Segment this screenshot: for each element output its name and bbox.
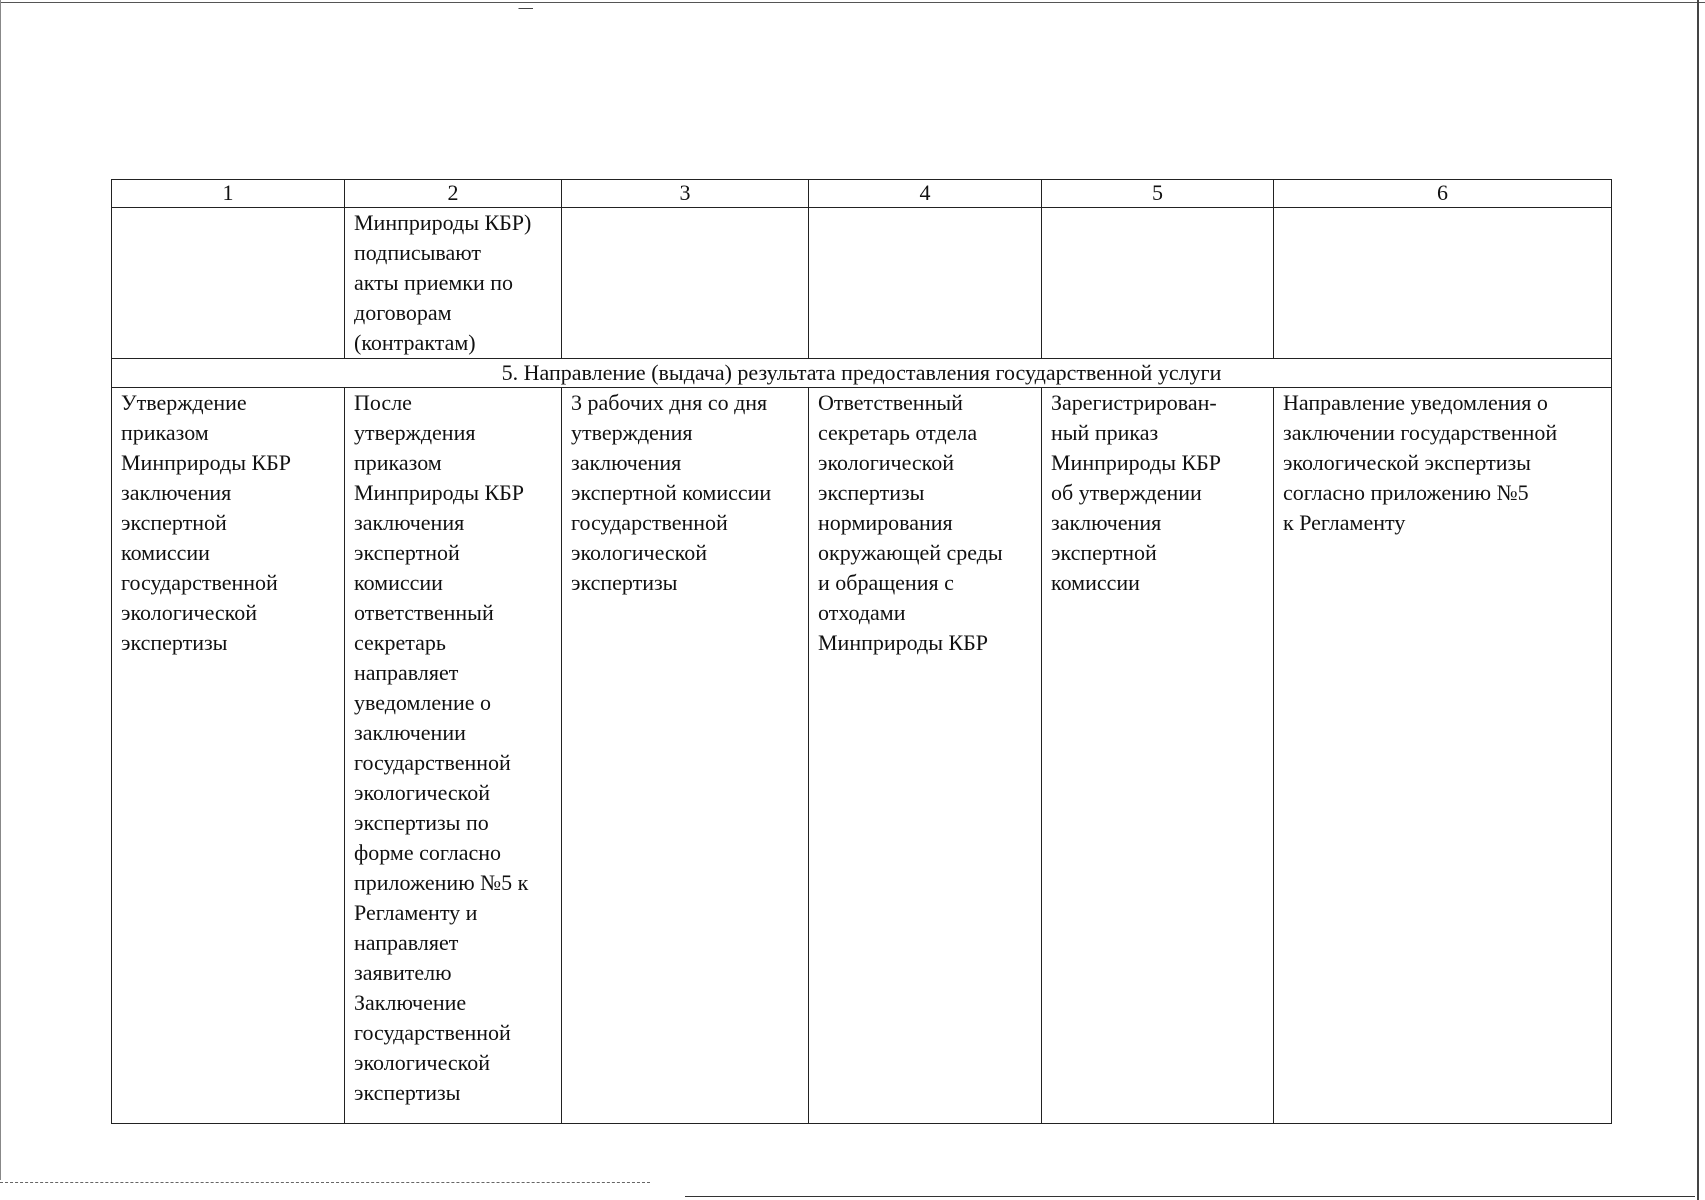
table-cell: Зарегистрирован- ный приказ Минприроды КБР об утверждении заключения экспертной комиссии — [1042, 388, 1274, 1124]
scan-tick-mark — [518, 0, 533, 9]
table-cell: Ответственный секретарь отдела экологической экспертизы нормирования окружающей среды и обращения с отходами Минприроды КБР — [809, 388, 1042, 1124]
column-number: 4 — [809, 180, 1042, 208]
table-cell: Направление уведомления о заключении государственной экологической экспертизы согласно приложению №5 к Регламенту — [1274, 388, 1612, 1124]
column-number: 3 — [562, 180, 809, 208]
procedure-table — [111, 179, 1612, 1124]
table-cell — [562, 208, 809, 359]
section-row — [112, 359, 1612, 388]
column-number: 1 — [112, 180, 345, 208]
continuation-row — [112, 208, 1612, 359]
scan-left-edge — [0, 0, 1, 1180]
table-cell: После утверждения приказом Минприроды КБР заключения экспертной комиссии ответственный секретарь направляет уведомление о заключении государственной экологической экспертизы по форме согласно приложению №5 к Регламенту и направляет заявителю Заключение государственной экологической экспертизы — [345, 388, 562, 1124]
table-cell — [809, 208, 1042, 359]
column-number: 6 — [1274, 180, 1612, 208]
column-number: 2 — [345, 180, 562, 208]
table-cell: Минприроды КБР) подписывают акты приемки по договорам (контрактам) — [345, 208, 562, 359]
scan-right-edge — [1697, 0, 1699, 1200]
column-number-row — [112, 180, 1612, 208]
column-number: 5 — [1042, 180, 1274, 208]
table-cell: Утверждение приказом Минприроды КБР заключения экспертной комиссии государственной экологической экспертизы — [112, 388, 345, 1124]
table-row — [112, 388, 1612, 1124]
section-title: 5. Направление (выдача) результата предоставления государственной услуги — [112, 359, 1612, 388]
table-cell — [112, 208, 345, 359]
table-cell: 3 рабочих дня со дня утверждения заключения экспертной комиссии государственной экологической экспертизы — [562, 388, 809, 1124]
scan-bottom-dashed-edge — [0, 1182, 650, 1183]
table-cell — [1042, 208, 1274, 359]
scan-top-edge — [0, 2, 1705, 3]
table-cell — [1274, 208, 1612, 359]
scan-bottom-solid-edge — [685, 1196, 1695, 1197]
